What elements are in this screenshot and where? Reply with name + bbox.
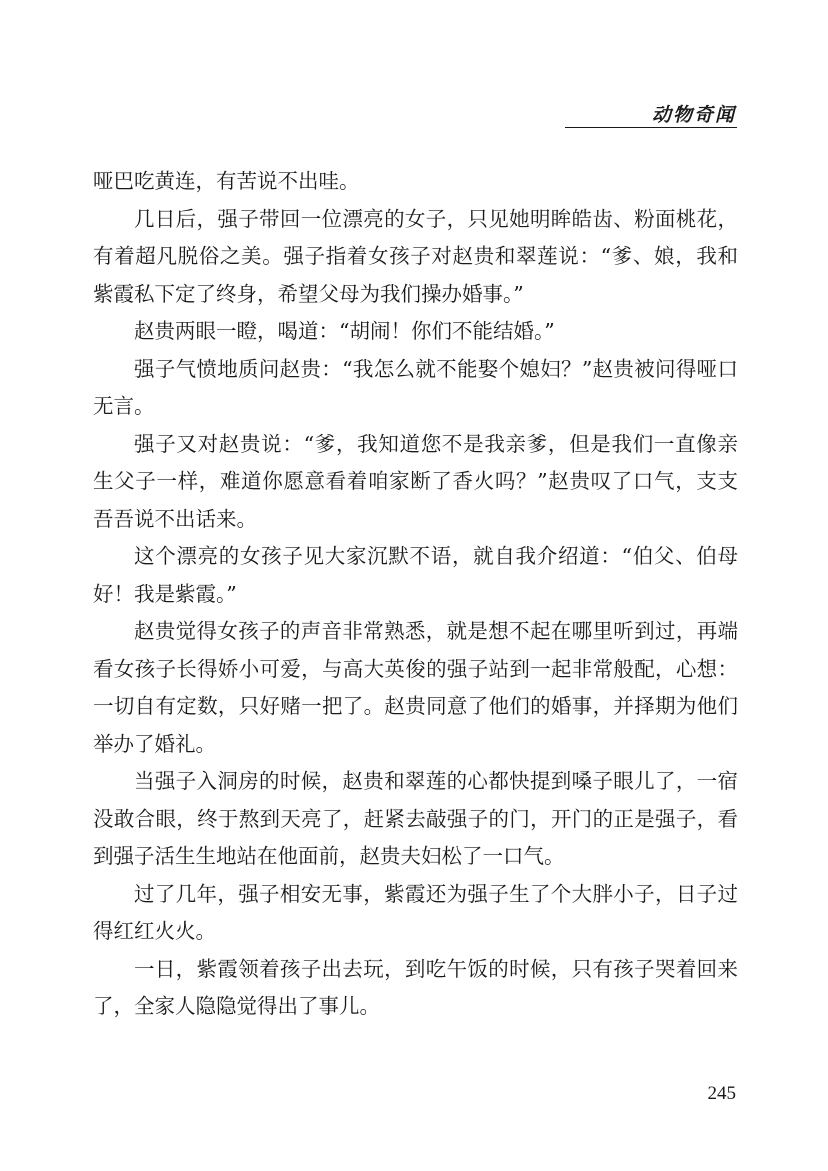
paragraph-3: 赵贵两眼一瞪，喝道：“胡闹！你们不能结婚。” bbox=[134, 319, 555, 343]
body-text bbox=[93, 163, 738, 1026]
page-number: 245 bbox=[707, 1083, 736, 1104]
paragraph-8: 当强子入洞房的时候，赵贵和翠莲的心都快提到嗓子眼儿了，一宿没敢合眼，终于熬到天亮了，赶紧去敲强子的门，开门的正是强子，看到强子活生生地站在他面前，赵贵夫妇松了一口气。 bbox=[93, 769, 738, 868]
paragraph-10: 一日，紫霞领着孩子出去玩，到吃午饭的时候，只有孩子哭着回来了，全家人隐隐觉得出了事儿。 bbox=[93, 956, 738, 1018]
paragraph-9: 过了几年，强子相安无事，紫霞还为强子生了个大胖小子，日子过得红红火火。 bbox=[93, 881, 738, 943]
paragraph-1: 哑巴吃黄连，有苦说不出哇。 bbox=[93, 169, 360, 193]
paragraph-4: 强子气愤地质问赵贵：“我怎么就不能娶个媳妇？”赵贵被问得哑口无言。 bbox=[93, 356, 738, 418]
paragraph-2: 几日后，强子带回一位漂亮的女子，只见她明眸皓齿、粉面桃花，有着超凡脱俗之美。强子指着女孩子对赵贵和翠莲说：“爹、娘，我和紫霞私下定了终身，希望父母为我们操办婚事。” bbox=[93, 206, 738, 306]
paragraph-7: 赵贵觉得女孩子的声音非常熟悉，就是想不起在哪里听到过，再端看女孩子长得娇小可爱，与高大英俊的强子站到一起非常般配，心想：一切自有定数，只好赌一把了。赵贵同意了他们的婚事，并择期为他们举办了婚礼。 bbox=[93, 619, 738, 756]
header-rule bbox=[565, 127, 737, 128]
paragraph-5: 强子又对赵贵说：“爹，我知道您不是我亲爹，但是我们一直像亲生父子一样，难道你愿意看着咱家断了香火吗？”赵贵叹了口气，支支吾吾说不出话来。 bbox=[93, 431, 738, 531]
paragraph-6: 这个漂亮的女孩子见大家沉默不语，就自我介绍道：“伯父、伯母好！我是紫霞。” bbox=[93, 544, 738, 606]
running-header-title: 动物奇闻 bbox=[651, 104, 736, 126]
